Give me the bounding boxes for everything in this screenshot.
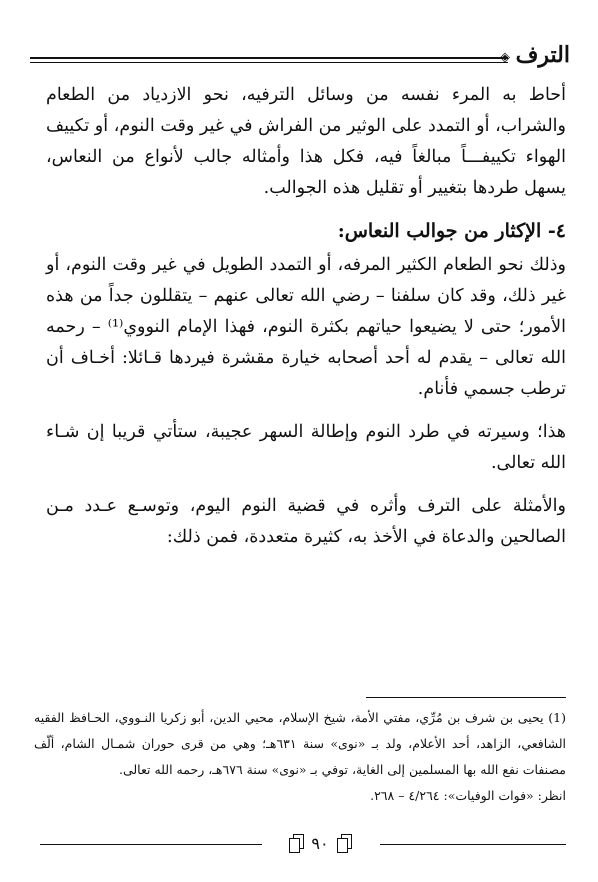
pages-icon — [289, 834, 303, 852]
paragraph: هذا؛ وسيرته في طرد النوم وإطالة السهر عجيبة، ستأتي قريبا إن شـاء الله تعالى. — [46, 422, 566, 473]
main-text — [46, 80, 566, 553]
page-number-box — [266, 830, 374, 856]
footnote-source: انظر: «فوات الوفيات»: ٤/٢٦٤ – ٢٦٨. — [370, 788, 566, 803]
page-footer — [40, 826, 566, 856]
paragraph: أحاط به المرء نفسه من وسائل الترفيه، نحو الازدياد من الطعام والشراب، أو التمدد على الوثير من الفراش في غير وقت النوم، أو تكييف الهواء تكييفـــاً مبالغاً فيه، فكل هذا وأمثاله جالب لأنواع من النعاس، يسهل طردها بتغيير أو تقليل هذه الجوالب. — [46, 85, 566, 198]
paragraph: والأمثلة على الترف وأثره في قضية النوم اليوم، وتوسـع عـدد مـن الصالحين والدعاة في الأخذ به، كثيرة متعددة، فمن ذلك: — [46, 496, 566, 547]
pages-icon — [337, 834, 351, 852]
running-header-title: الترف — [515, 42, 570, 68]
section-heading: ٤- الإكثار من جوالب النعاس: — [337, 220, 566, 242]
footnote: (1) يحيى بن شرف بن مُرِّي، مفتي الأمة، شيخ الإسلام، محيي الدين، أبو زكريا النـووي، الحـافظ الفقيه الشافعي، الزاهد، أحد الأعلام، ولد بـ «نوى» سنة ٦٣١هـ؛ وهي من قرى حوران شمـال الشام، ألّف مصنفات نفع الله بها المسلمين إلى الغاية، توفي بـ «نوى» سنة ٦٧٦هـ، رحمه الله تعالى. — [34, 710, 567, 777]
header-ornament-icon: ◈ — [500, 50, 510, 65]
footnotes — [34, 705, 566, 809]
footnote-separator — [366, 697, 566, 698]
header-rule-thin — [30, 62, 508, 63]
footer-rule — [40, 844, 262, 845]
footer-rule — [380, 844, 566, 845]
running-header — [30, 38, 570, 72]
header-rule — [30, 57, 508, 59]
paragraph: وذلك نحو الطعام الكثير المرفه، أو التمدد الطويل في غير وقت النوم، أو غير ذلك، وقد كان سلفنا – رضي الله تعالى عنهم – يتقللون جداً من هذه الأمور؛ حتى لا يضيعوا حياتهم بكثرة النوم، فهذا الإمام النووي⁽¹⁾ – رحمه الله تعالى – يقدم له أحد أصحابه خيارة مقشرة فيردها قـائلا: أخـاف أن ترطب جسمي فأنام. — [46, 255, 566, 399]
page-number: ٩٠ — [311, 833, 329, 853]
